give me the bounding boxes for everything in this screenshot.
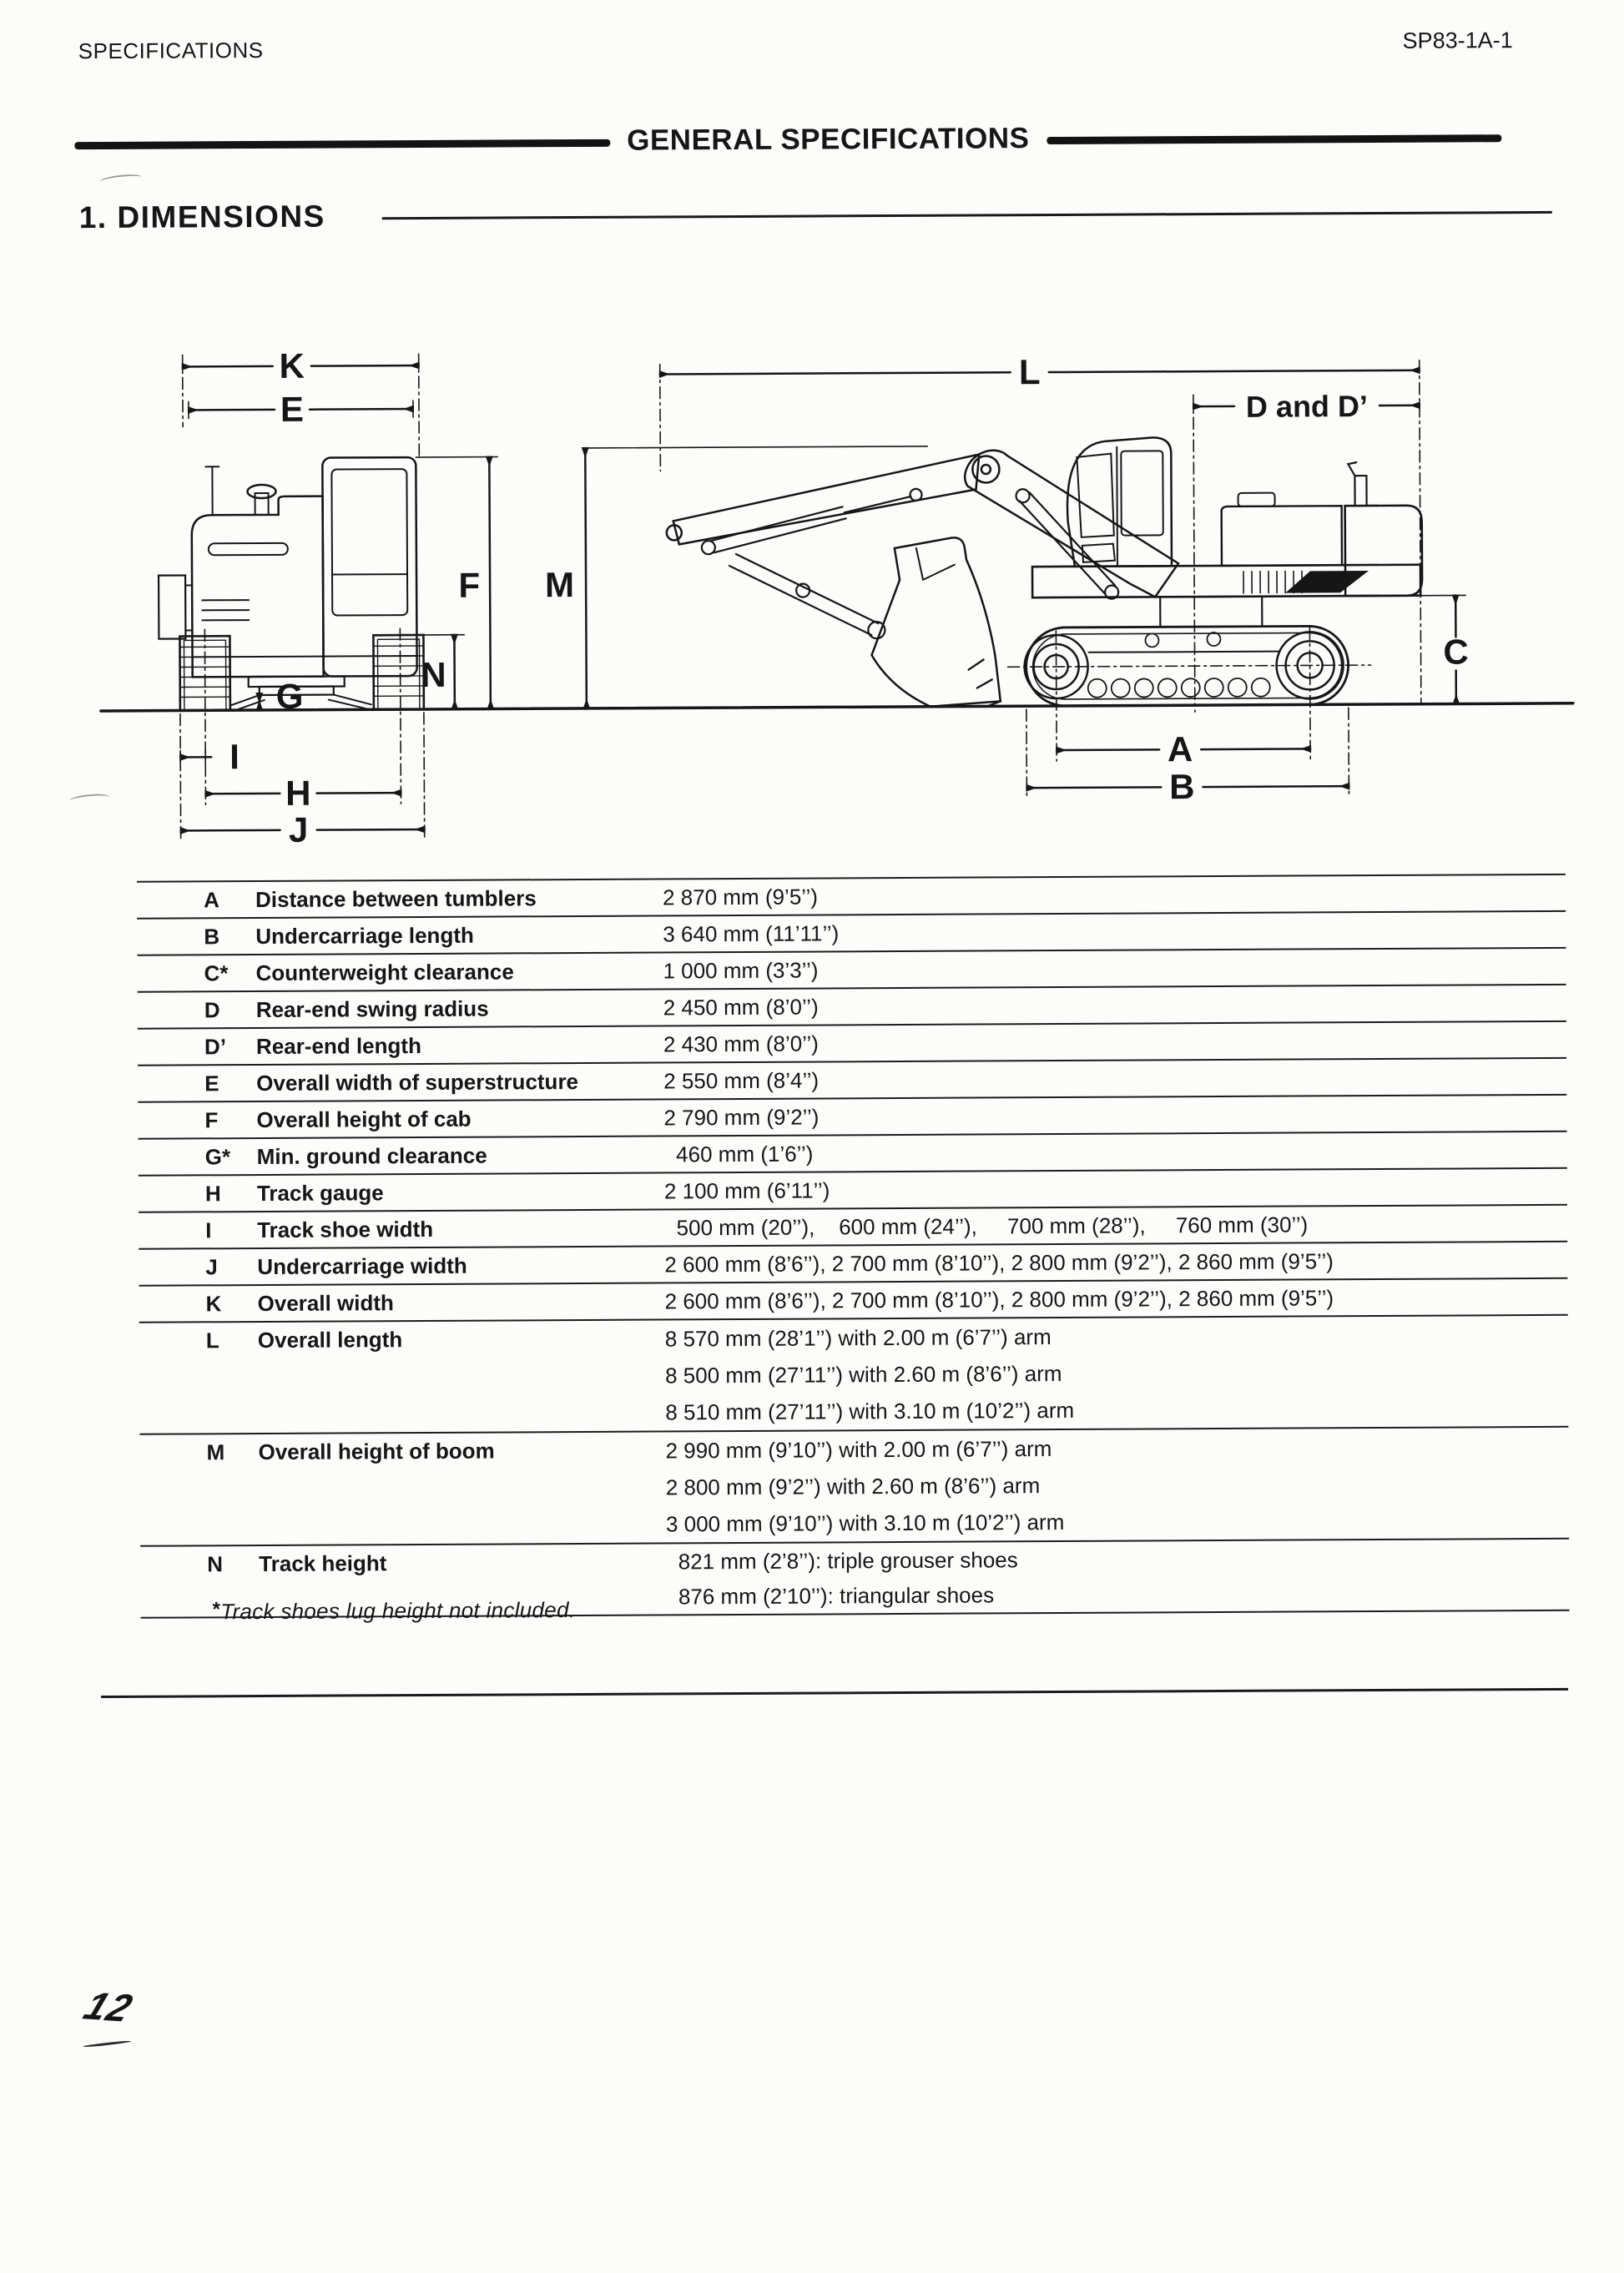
scan-artifact (99, 173, 142, 185)
row-label: Min. ground clearance (256, 1142, 487, 1170)
row-letter: D (204, 997, 220, 1023)
row-label: Track height (259, 1550, 387, 1577)
document-code: SP83-1A-1 (1402, 28, 1513, 53)
row-value: 500 mm (20’’), 600 mm (24’’), 700 mm (28’’), 760 mm (30’’) (664, 1212, 1309, 1241)
dim-C (1410, 595, 1469, 703)
row-value: 2 430 mm (8’0’’) (663, 1031, 820, 1057)
row-letter: H (204, 1181, 221, 1207)
dim-label-B: B (1169, 767, 1195, 807)
row-label: Rear-end length (255, 1032, 421, 1060)
row-label: Undercarriage length (255, 922, 474, 950)
dim-K (183, 345, 419, 386)
row-letter: B (204, 924, 220, 950)
boom-arm-bucket (666, 450, 1179, 708)
dim-A (1057, 728, 1310, 769)
row-letter: A (203, 887, 219, 913)
row-letter: N (207, 1551, 224, 1577)
row-label: Rear-end swing radius (255, 995, 489, 1023)
row-label: Counterweight clearance (255, 959, 514, 986)
arm (673, 454, 980, 544)
dim-label-A: A (1167, 729, 1193, 769)
row-letter: E (204, 1071, 219, 1096)
dim-label-G: G (275, 676, 304, 716)
rear-cab-window (331, 469, 407, 615)
dim-label-J: J (288, 809, 309, 849)
body-accent-wedge (1285, 571, 1369, 593)
engine-and-counterweight (1221, 462, 1422, 597)
table-row (139, 1428, 1569, 1547)
rear-hood (192, 496, 324, 678)
title-rule-left (74, 139, 610, 149)
row-label: Overall length (257, 1327, 403, 1353)
dim-label-N: N (421, 654, 446, 694)
dim-E (189, 389, 413, 429)
row-value: 3 640 mm (11’11’’) (663, 920, 840, 947)
dim-J (181, 809, 425, 850)
row-label: Overall width (257, 1290, 394, 1317)
row-letter: K (205, 1291, 222, 1317)
row-letter: C* (204, 960, 229, 986)
counterweight (1345, 506, 1423, 596)
side-toolbox (159, 575, 185, 638)
dim-B (1026, 766, 1349, 807)
row-value: 8 570 mm (28’1’’) with 2.00 m (6’7’’) arm 8 500 mm (27’11’’) with 2.60 m (8’6’’) arm 8 510 mm (27’11’’) with 3.10 m (10’2’’) arm (664, 1324, 1075, 1425)
title-rule-right (1047, 134, 1501, 144)
dimensions-diagram (76, 326, 1597, 885)
dim-label-H: H (285, 773, 311, 813)
row-value: 821 mm (2’8’’): triple grouser shoes 876 mm (2’10’’): triangular shoes (666, 1547, 1018, 1610)
row-value: 2 100 mm (6’11’’) (663, 1177, 830, 1204)
row-value: 2 450 mm (8’0’’) (663, 994, 819, 1021)
row-letter: F (204, 1107, 219, 1133)
row-value: 1 000 mm (3’3’’) (663, 957, 819, 984)
row-label: Undercarriage width (257, 1252, 467, 1280)
row-label: Track gauge (256, 1180, 384, 1207)
rear-cab (322, 457, 416, 677)
side-view-drawing (544, 350, 1470, 809)
row-letter: I (205, 1217, 212, 1243)
exhaust-cap (247, 485, 275, 498)
row-label: Overall height of cab (256, 1106, 472, 1133)
dim-label-F: F (458, 565, 481, 605)
dim-label-M: M (544, 565, 575, 605)
dim-N (421, 635, 465, 709)
dim-M (544, 446, 929, 708)
row-value: 2 550 mm (8’4’’) (663, 1067, 820, 1094)
hood-slot (209, 543, 288, 555)
row-letter: D’ (204, 1034, 227, 1060)
row-value: 2 870 mm (9’5’’) (662, 884, 819, 910)
dim-label-K: K (279, 345, 305, 386)
row-letter: L (205, 1328, 219, 1353)
handwritten-underline (83, 2040, 131, 2048)
bucket (871, 537, 1001, 707)
dim-I (180, 737, 240, 776)
section-heading-rule (382, 211, 1552, 219)
row-label: Track shoe width (257, 1216, 434, 1243)
row-letter: M (206, 1439, 225, 1465)
dim-D-Dprime (1193, 389, 1420, 424)
table-row (139, 1316, 1569, 1435)
row-value: 2 790 mm (9’2’’) (663, 1104, 820, 1131)
footnote-text: Track shoes lug height not included. (220, 1597, 576, 1625)
row-value: 2 600 mm (8’6’’), 2 700 mm (8’10’’), 2 800 mm (9’2’’), 2 860 mm (9’5’’) (664, 1248, 1334, 1278)
dim-L (660, 350, 1420, 394)
bottom-rule (101, 1688, 1568, 1698)
footnote-asterisk: * (212, 1598, 221, 1621)
dim-label-L: L (1018, 352, 1041, 392)
row-value: 2 600 mm (8’6’’), 2 700 mm (8’10’’), 2 800 mm (9’2’’), 2 860 mm (9’5’’) (664, 1285, 1334, 1314)
row-label: Distance between tumblers (255, 885, 537, 913)
row-value: 460 mm (1’6’’) (663, 1141, 814, 1167)
dim-label-C: C (1443, 632, 1469, 672)
dim-label-D-Dprime: D and D’ (1245, 389, 1369, 424)
row-value: 2 990 mm (9’10’’) with 2.00 m (6’7’’) arm 2 800 mm (9’2’’) with 2.60 m (8’6’’) arm 3 000 mm (9’10’’) with 3.10 m (10’2’’) arm (665, 1436, 1065, 1537)
row-label: Overall height of boom (258, 1438, 495, 1465)
section-heading: 1. DIMENSIONS (78, 199, 325, 235)
ground-line (101, 703, 1573, 711)
side-track (1024, 626, 1348, 706)
rear-view-drawing (158, 345, 500, 850)
row-label: Overall width of superstructure (256, 1069, 579, 1096)
dim-H (205, 773, 401, 813)
handwritten-page-number: 12 (78, 1983, 140, 2030)
general-specifications-title: GENERAL SPECIFICATIONS (627, 122, 1030, 157)
row-letter: J (205, 1254, 218, 1280)
document-title: SPECIFICATIONS (78, 37, 264, 64)
dim-label-I: I (229, 737, 240, 777)
table-footnote (212, 1596, 575, 1625)
dimensions-table (137, 874, 1570, 1619)
row-letter: G* (204, 1144, 231, 1170)
dim-label-E: E (280, 389, 305, 429)
